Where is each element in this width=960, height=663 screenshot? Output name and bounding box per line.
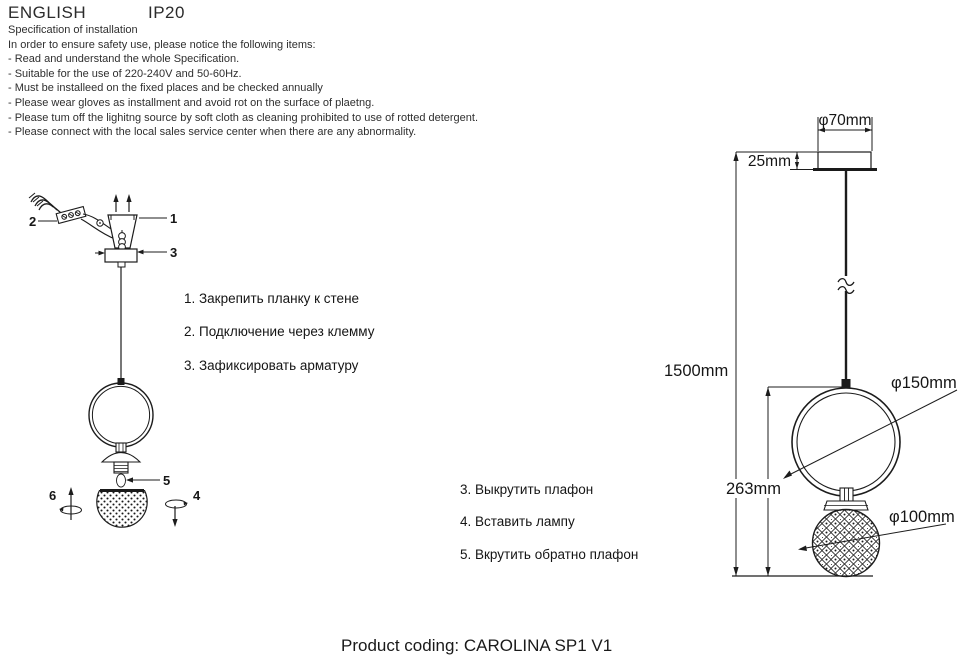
spec-item: - Please connect with the local sales service center when there are any abnormality. bbox=[8, 126, 417, 139]
spec-item: - Must be installeed on the fixed places and be checked annually bbox=[8, 82, 323, 95]
bulb-step: 3. Выкрутить плафон bbox=[460, 482, 594, 497]
ring-drawing bbox=[89, 383, 153, 447]
spec-intro: In order to ensure safety use, please notice the following items: bbox=[8, 38, 316, 51]
mounting-step: 1. Закрепить планку к стене bbox=[184, 291, 360, 306]
rotate-up-symbol bbox=[49, 487, 82, 520]
language-label: ENGLISH bbox=[8, 3, 87, 22]
callout-1-label: 1 bbox=[170, 211, 178, 226]
ball-connector-drawing bbox=[824, 488, 868, 510]
bulb-drawing bbox=[117, 474, 126, 487]
canopy-drawing bbox=[95, 249, 137, 267]
mounting-step: 3. Зафиксировать арматуру bbox=[184, 358, 359, 373]
dimension-drawing bbox=[660, 105, 960, 585]
ring-side-view bbox=[792, 388, 900, 496]
suspension-wire-side-view bbox=[836, 169, 856, 388]
spec-title: Specification of installation bbox=[8, 24, 138, 36]
canopy-side-view bbox=[813, 152, 877, 170]
mounting-step: 2. Подключение через клемму bbox=[184, 324, 375, 339]
bulb-step: 4. Вставить лампу bbox=[460, 514, 575, 529]
canopy-height-dimension bbox=[748, 152, 813, 170]
specification-block bbox=[8, 23, 478, 140]
ring-diameter-value: φ150mm bbox=[891, 374, 957, 392]
spec-item: - Read and understand the whole Specification. bbox=[8, 53, 240, 66]
body-height-value: 263mm bbox=[726, 480, 782, 498]
mounting-bracket-drawing bbox=[108, 194, 137, 250]
spec-item: - Suitable for the use of 220-240V and 50-60Hz. bbox=[8, 67, 242, 80]
canopy-diameter-value: φ70mm bbox=[818, 112, 872, 129]
wire-connector-dot bbox=[99, 222, 101, 224]
spec-item: - Please tum off the lighitng source by soft cloth as cleaning prohibited to use of rotted detergent. bbox=[8, 111, 479, 124]
spec-item: - Please wear gloves as installment and avoid rot on the surface of plaetng. bbox=[8, 96, 375, 109]
callout-4-label: 4 bbox=[193, 488, 201, 503]
canopy-height-value: 25mm bbox=[747, 153, 791, 170]
supply-wires-drawing bbox=[29, 193, 61, 213]
wire-ring-joint bbox=[118, 378, 125, 385]
callout-5-label: 5 bbox=[163, 473, 171, 488]
ball-diameter-value: φ100mm bbox=[889, 508, 955, 526]
rotate-down-symbol bbox=[166, 488, 202, 527]
suspension-height-dimension bbox=[664, 152, 739, 576]
callout-6-label: 6 bbox=[49, 488, 57, 503]
ring-diameter-dimension bbox=[783, 374, 957, 479]
callout-3-label: 3 bbox=[170, 245, 178, 260]
callout-2-label: 2 bbox=[29, 214, 37, 229]
terminal-block-drawing bbox=[56, 207, 86, 224]
crystal-ball-side-view bbox=[813, 510, 880, 577]
product-coding: Product coding: CAROLINA SP1 V1 bbox=[341, 636, 613, 655]
suspension-height-value: 1500mm bbox=[664, 362, 729, 380]
ip-rating-label: IP20 bbox=[148, 3, 185, 22]
bulb-step: 5. Вкрутить обратно плафон bbox=[460, 547, 639, 562]
canopy-diameter-dimension bbox=[818, 112, 872, 151]
